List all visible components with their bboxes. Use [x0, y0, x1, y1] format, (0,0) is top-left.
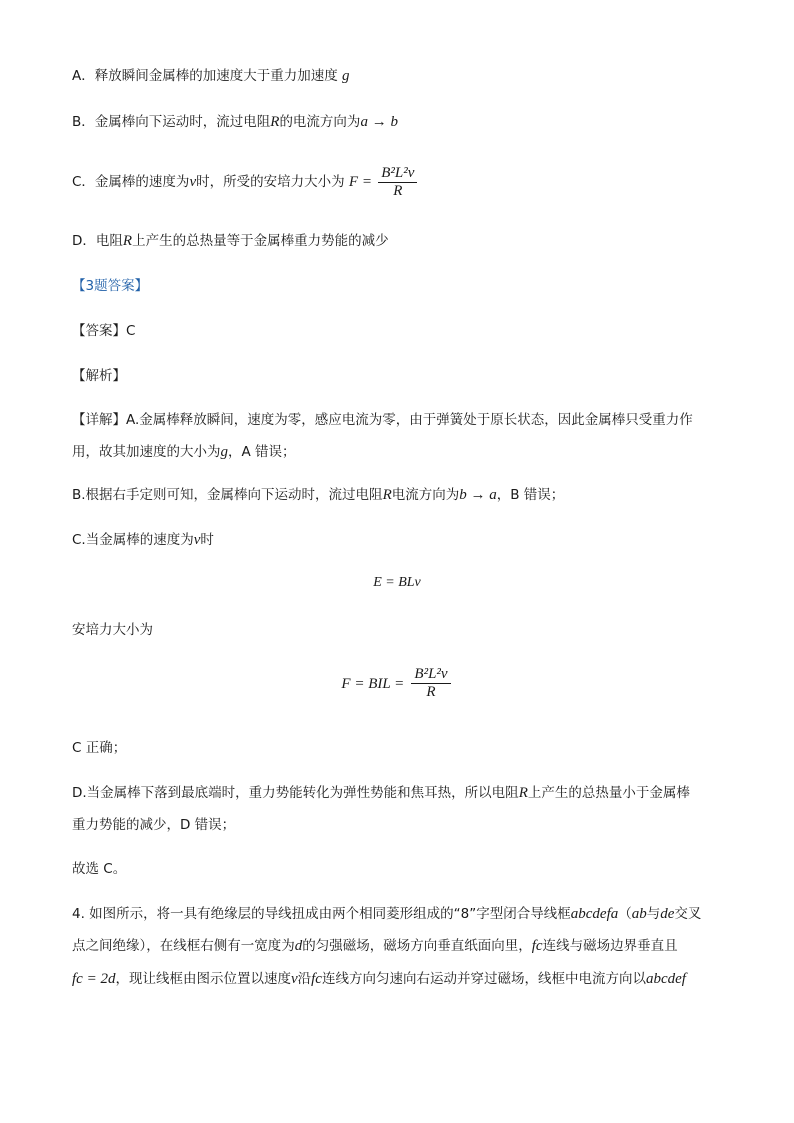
- q4-line-3: fc = 2d，现让线框由图示位置以速度v沿fc连线方向匀速向右运动并穿过磁场，线框中电流方向以abcdef: [72, 971, 686, 987]
- math-v: v: [189, 174, 197, 190]
- math-direction: a → b: [360, 114, 398, 130]
- option-c: C．金属棒的速度为v时，所受的安培力大小为 F = $\frac{\text{B²L²v}}{R}$: [72, 163, 419, 201]
- math-fc-eq: fc = 2d: [72, 971, 116, 987]
- math-abcdef: abcdef: [645, 971, 686, 987]
- detail-d-line-1: D.当金属棒下落到最底端时，重力势能转化为弹性势能和焦耳热，所以电阻R上产生的总热量小于金属棒: [72, 785, 690, 801]
- detail-d-line-2: 重力势能的减少，D 错误；: [72, 817, 236, 833]
- math-r: R: [122, 233, 133, 249]
- math-v: v: [290, 971, 298, 987]
- fraction: [411, 666, 450, 701]
- equation-emf: E = BLv: [373, 575, 421, 590]
- option-d: D．电阻R上产生的总热量等于金属棒重力势能的减少: [72, 233, 389, 249]
- math-fc: fc: [531, 938, 543, 954]
- math-d: d: [294, 938, 303, 954]
- detail-b: B.根据右手定则可知，金属棒向下运动时，流过电阻R电流方向为b → a，B 错误；: [72, 487, 565, 503]
- q4-line-2: 点之间绝缘），在线框右侧有一宽度为d的匀强磁场，磁场方向垂直纸面向里，fc连线与磁场边界垂直且: [72, 938, 678, 954]
- c-correct: C 正确；: [72, 740, 127, 756]
- math-r: R: [518, 785, 528, 801]
- fraction-numerator: B²L²v: [378, 165, 417, 183]
- choose-line: 故选 C。: [72, 861, 127, 877]
- detail-line-2: 用，故其加速度的大小为g，A 错误；: [72, 444, 296, 460]
- math-r: R: [382, 487, 392, 503]
- math-g: g: [342, 68, 350, 84]
- q4-line-1: 4. 如图所示，将一具有绝缘层的导线扭成由两个相同菱形组成的“8”字型闭合导线框abcdefa（ab与de交叉: [72, 906, 702, 922]
- math-direction: b → a: [459, 487, 497, 503]
- math-f-lhs: F =: [348, 174, 372, 190]
- detail-line-1: 【详解】A.金属棒释放瞬间，速度为零，感应电流为零，由于弹簧处于原长状态，因此金属棒只受重力作: [72, 412, 693, 428]
- ampere-label: 安培力大小为: [72, 622, 153, 638]
- math-fc: fc: [311, 971, 322, 987]
- equation-ampere: [0, 664, 794, 703]
- math-abcdefa: abcdefa: [570, 906, 619, 922]
- fraction-denominator: R: [393, 182, 403, 199]
- math-de: de: [660, 906, 675, 922]
- math-g: g: [220, 444, 228, 460]
- fraction: [378, 165, 417, 200]
- fraction-denominator: R: [426, 684, 436, 700]
- answer-label: 【答案】C: [72, 323, 136, 339]
- math-v: v: [193, 532, 201, 548]
- math-r: R: [270, 114, 280, 130]
- option-b: B．金属棒向下运动时，流过电阻R的电流方向为a → b: [72, 114, 398, 130]
- fraction-numerator: B²L²v: [411, 666, 450, 684]
- math-ab: ab: [631, 906, 647, 922]
- detail-c: C.当金属棒的速度为v时: [72, 532, 214, 548]
- math-lhs: F = BIL =: [341, 676, 405, 692]
- analysis-label: 【解析】: [72, 368, 126, 384]
- option-a: A．释放瞬间金属棒的加速度大于重力加速度 g: [72, 68, 350, 84]
- question-tag: 【3题答案】: [72, 278, 149, 294]
